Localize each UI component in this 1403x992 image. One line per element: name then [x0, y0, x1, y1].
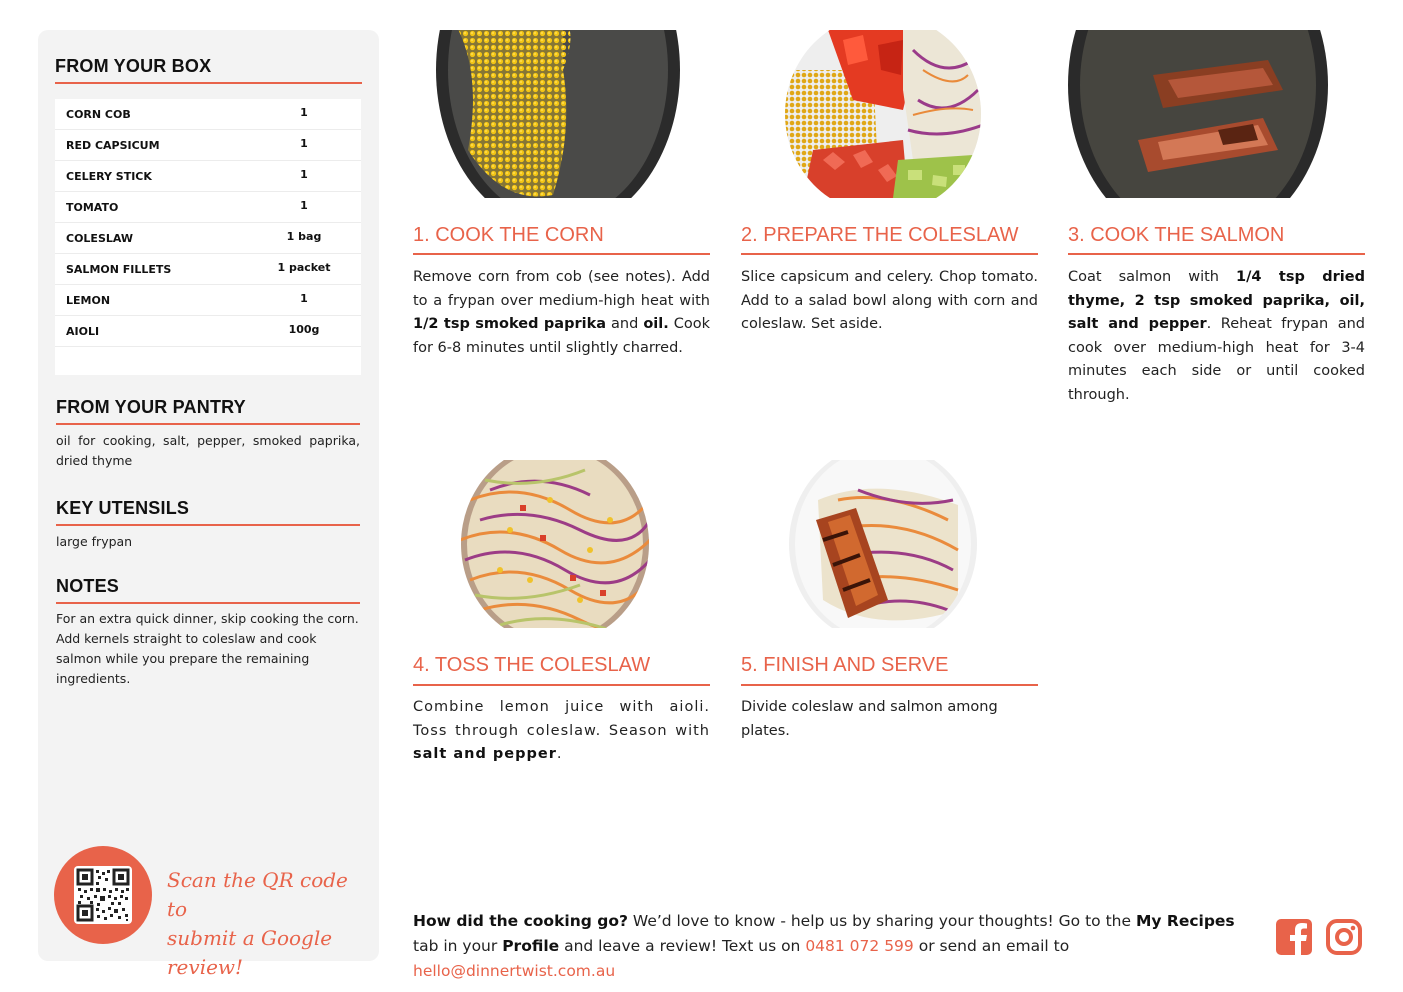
- ingredient-name: COLESLAW: [66, 232, 134, 245]
- step-text-emphasis: oil.: [643, 316, 669, 332]
- section-divider: [56, 423, 360, 425]
- step-1-title: 1. COOK THE CORN: [413, 224, 604, 246]
- step-5-title: 5. FINISH AND SERVE: [741, 654, 949, 676]
- ingredient-row: [55, 223, 361, 254]
- ingredient-name: SALMON FILLETS: [66, 263, 172, 276]
- facebook-icon[interactable]: [1276, 919, 1312, 955]
- step-text-run: .: [556, 746, 563, 762]
- ingredient-row: [55, 285, 361, 316]
- ingredient-name: CELERY STICK: [66, 170, 152, 183]
- step-text-run: Remove corn from cob (see notes). Add to a frypan over medium-high heat with: [413, 269, 710, 309]
- ingredient-row: [55, 161, 361, 192]
- step-2-text: [741, 266, 1038, 337]
- notes-text: For an extra quick dinner, skip cooking the corn. Add kernels straight to coleslaw and cook salmon while you prepare the remaining ingredients.: [56, 611, 359, 686]
- ingredient-qty: 1: [300, 106, 308, 119]
- step-4-text: [413, 696, 710, 767]
- qr-code-badge[interactable]: [54, 846, 152, 944]
- feedback-question: How did the cooking go?: [413, 912, 628, 930]
- ingredient-name: CORN COB: [66, 108, 131, 121]
- step-text-run: . Reheat frypan and cook over medium-high heat for 3-4 minutes each side or until cooked through.: [1068, 316, 1366, 403]
- feedback-text: or send an email to: [913, 937, 1070, 955]
- feedback-message: [413, 909, 1263, 984]
- ingredient-row: [55, 192, 361, 223]
- salmon-pan-photo: [1068, 30, 1358, 198]
- ingredient-name: RED CAPSICUM: [66, 139, 160, 152]
- step-divider: [741, 684, 1038, 686]
- section-divider: [55, 82, 362, 84]
- finished-plate-photo: [788, 460, 978, 628]
- step-4-title: 4. TOSS THE COLESLAW: [413, 654, 651, 676]
- step-text-run: Divide coleslaw and salmon among plates.: [741, 699, 998, 739]
- section-divider: [56, 524, 360, 526]
- feedback-text: tab in your: [413, 937, 503, 955]
- step-2-title: 2. PREPARE THE COLESLAW: [741, 224, 1019, 246]
- ingredient-qty: 1 packet: [277, 261, 331, 274]
- step-3-text: [1068, 266, 1365, 407]
- step-text-emphasis: salt and pepper: [413, 746, 557, 762]
- step-text-run: and: [606, 316, 644, 332]
- qr-code-icon: [74, 866, 132, 924]
- instagram-icon[interactable]: [1326, 919, 1362, 955]
- ingredient-qty: 1: [300, 168, 308, 181]
- scan-caption-line: Scan the QR code to: [167, 868, 348, 921]
- ingredient-qty: 1 bag: [286, 230, 322, 243]
- step-text-emphasis: 1/2 tsp smoked paprika: [413, 316, 607, 332]
- step-text-run: Coat salmon with: [1068, 269, 1236, 285]
- step-3-title: 3. COOK THE SALMON: [1068, 224, 1285, 246]
- from-your-box-heading: FROM YOUR BOX: [55, 56, 212, 76]
- my-recipes-link[interactable]: My Recipes: [1135, 912, 1235, 930]
- ingredient-qty: 100g: [288, 323, 320, 336]
- step-text-emphasis: 1/4 tsp dried thyme, 2 tsp smoked paprika, oil, salt and pepper: [1068, 269, 1365, 332]
- ingredient-row: [55, 254, 361, 285]
- step-divider: [1068, 253, 1365, 255]
- ingredient-qty: 1: [300, 199, 308, 212]
- email-link[interactable]: hello@dinnertwist.com.au: [413, 962, 616, 980]
- corn-pan-photo: [413, 30, 703, 198]
- step-text-run: Combine lemon juice with aioli. Toss through coleslaw. Season with: [413, 699, 710, 739]
- ingredients-table: [55, 99, 361, 375]
- ingredient-qty: 1: [300, 137, 308, 150]
- feedback-text: We’d love to know - help us by sharing your thoughts! Go to the: [627, 912, 1136, 930]
- feedback-text: and leave a review! Text us on: [559, 937, 806, 955]
- ingredient-qty: 1: [300, 292, 308, 305]
- ingredient-row: [55, 130, 361, 161]
- section-divider: [56, 602, 360, 604]
- step-divider: [413, 684, 710, 686]
- utensils-list: large frypan: [56, 534, 133, 549]
- step-text-run: Slice capsicum and celery. Chop tomato. Add to a salad bowl along with corn and coleslaw. Set aside.: [741, 269, 1038, 332]
- scan-caption-line: submit a Google review!: [167, 926, 333, 979]
- profile-link[interactable]: Profile: [502, 937, 560, 955]
- scan-qr-caption: [167, 866, 367, 982]
- tossed-coleslaw-photo: [460, 460, 650, 628]
- phone-number-link[interactable]: 0481 072 599: [805, 937, 914, 955]
- pantry-list: oil for cooking, salt, pepper, smoked paprika, dried thyme: [56, 433, 360, 468]
- ingredient-name: LEMON: [66, 294, 111, 307]
- step-divider: [413, 253, 710, 255]
- step-5-text: [741, 696, 1038, 743]
- ingredient-name: TOMATO: [66, 201, 119, 214]
- ingredient-row: [55, 99, 361, 130]
- key-utensils-heading: KEY UTENSILS: [56, 498, 190, 518]
- from-your-pantry-heading: FROM YOUR PANTRY: [56, 397, 246, 417]
- step-text-run: Cook for 6-8 minutes until slightly charred.: [413, 316, 711, 356]
- step-1-text: [413, 266, 710, 360]
- coleslaw-bowl-photo: [783, 30, 983, 198]
- ingredient-row: [55, 316, 361, 347]
- notes-heading: NOTES: [56, 576, 120, 596]
- step-divider: [741, 253, 1038, 255]
- ingredient-name: AIOLI: [66, 325, 100, 338]
